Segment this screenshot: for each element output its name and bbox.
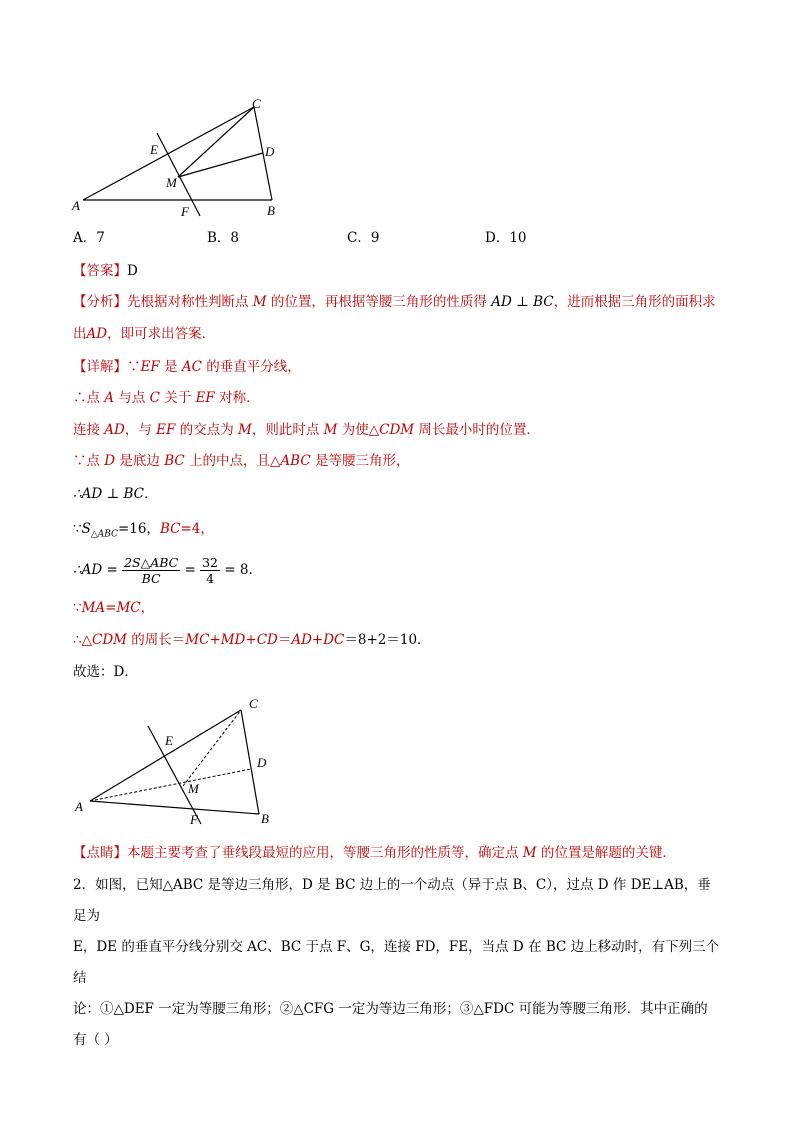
detail-var: EF (156, 422, 176, 438)
detail-text: 连接 (73, 422, 105, 438)
detail-var: AD+DC (291, 632, 345, 648)
detail-line-1 (73, 357, 301, 377)
detail-var: EF (195, 390, 215, 406)
answer-tag: 【答案】 (73, 263, 127, 279)
dashed-ad (90, 769, 251, 801)
detail-var: AC (181, 359, 202, 375)
detail-var: S (81, 521, 91, 537)
detail-text: 是等腰三角形， (310, 453, 410, 469)
detail-text: =4， (180, 521, 214, 537)
question-2-line-2: E，DE 的垂直平分线分别交 AC、BC 于点 F、G，连接 FD，FE，当点 D 在 BC 边上移动时，有下列三个结 (73, 939, 720, 986)
label-b: B (267, 203, 275, 218)
detail-text: 是底边 (115, 453, 165, 469)
detail-var: CDM (91, 632, 127, 648)
label-b: B (261, 811, 269, 826)
detail-line-8 (73, 598, 154, 618)
label-c: C (252, 96, 261, 111)
detail-text: 与点 (114, 390, 150, 406)
fraction-area (122, 555, 180, 586)
detail-var: MA=MC (81, 600, 141, 616)
label-m: M (188, 781, 199, 796)
detail-var: CDM (379, 422, 415, 438)
detail-text: 上的中点，且△ (184, 453, 281, 469)
fraction-numerator: 32 (202, 555, 219, 570)
detail-formula: ∴AD = (73, 562, 118, 578)
detail-tag: 【详解】 (73, 359, 127, 375)
comment-var: M (522, 845, 537, 861)
detail-line-2 (73, 388, 260, 408)
fraction-numerator: 2S△ABC (124, 555, 179, 570)
detail-text: ∵点 (73, 453, 105, 469)
label-e: E (150, 142, 158, 157)
detail-text: ∴点 (73, 390, 105, 406)
question-2-line-1: 2．如图，已知△ABC 是等边三角形，D 是 BC 边上的一个动点（异于点 B、C），过点 D 作 DE⊥AB，垂足为 (73, 877, 711, 924)
segment-ab (90, 801, 259, 814)
label-a: A (72, 198, 80, 213)
analysis-text: 先根据对称性判断点 (127, 294, 253, 310)
detail-var: D (104, 453, 116, 469)
label-d: D (265, 144, 275, 159)
detail-var: A (104, 390, 115, 406)
detail-text: ∴△ (73, 632, 92, 648)
figure-2-svg (68, 690, 288, 830)
label-f: F (181, 204, 189, 219)
analysis-line-2 (73, 324, 215, 344)
label-e: E (165, 733, 173, 748)
fraction-denominator: 4 (206, 571, 215, 586)
question-2 (73, 870, 723, 1056)
detail-text: 为使△ (337, 422, 380, 438)
choice-c: C．9 (347, 230, 380, 246)
segment-ef (157, 133, 200, 216)
analysis-text: 的位置，再根据等腰三角形的性质得 (266, 294, 492, 310)
comment-line (73, 843, 676, 863)
detail-text: = (184, 562, 196, 578)
detail-line-3 (73, 420, 540, 440)
figure-1-triangle (60, 95, 300, 225)
detail-text: ＝8+2＝10． (344, 632, 431, 648)
detail-text: 的垂直平分线， (201, 359, 301, 375)
detail-var: BC (159, 521, 181, 537)
detail-text: ，与 (124, 422, 157, 438)
comment-text: 的位置是解题的关键． (536, 845, 676, 861)
figure-2-triangle (68, 690, 288, 830)
detail-text: =16， (117, 521, 160, 537)
label-f: F (190, 812, 198, 827)
label-d: D (257, 755, 267, 770)
question-2-line-4: 有（ ） (73, 1032, 118, 1048)
detail-var: BC (164, 453, 185, 469)
analysis-var: AD (86, 326, 108, 342)
fraction-value (200, 555, 220, 586)
detail-line-9 (73, 630, 431, 650)
detail-subscript: △ABC (90, 529, 118, 540)
detail-var: ABC (280, 453, 311, 469)
choice-b: B．8 (207, 230, 240, 246)
figure-1-svg (60, 95, 300, 225)
detail-text: ∵ (73, 521, 82, 537)
analysis-text: ，即可求出答案． (107, 326, 216, 342)
choice-a: A．7 (73, 230, 105, 246)
detail-text: 的周长＝ (126, 632, 186, 648)
detail-var: C (149, 390, 160, 406)
detail-text: 是 (159, 359, 182, 375)
detail-text: 的交点为 (175, 422, 238, 438)
choice-d: D．10 (485, 230, 527, 246)
analysis-formula: AD ⊥ BC (491, 294, 554, 310)
analysis-text: 出 (73, 326, 87, 342)
detail-line-5: ∴AD ⊥ BC． (73, 486, 158, 502)
comment-text: 本题主要考查了垂线段最短的应用，等腰三角形的性质等，确定点 (127, 845, 523, 861)
segment-ac (90, 710, 241, 801)
fraction-denominator: BC (141, 571, 161, 586)
detail-text: ，则此时点 (251, 422, 324, 438)
label-c: C (249, 696, 258, 711)
segment-ef (148, 726, 201, 824)
label-m: M (166, 175, 177, 190)
detail-text: ∵ (73, 600, 82, 616)
answer-text: D (127, 263, 138, 279)
question-2-line-3: 论：①△DEF 一定为等腰三角形；②△CFG 一定为等边三角形；③△FDC 可能为等腰三角形．其中正确的 (73, 1001, 708, 1017)
analysis-tag: 【分析】 (73, 294, 127, 310)
detail-text: ＝ (277, 632, 292, 648)
detail-text: ， (140, 600, 155, 616)
analysis-var: M (252, 294, 267, 310)
detail-line-4 (73, 451, 409, 471)
detail-var: M (323, 422, 338, 438)
dashed-mc (183, 710, 241, 786)
detail-var: M (238, 422, 252, 438)
analysis-line-1 (73, 292, 716, 312)
comment-tag: 【点睛】 (73, 845, 127, 861)
detail-var: EF (140, 359, 160, 375)
detail-line-6 (73, 519, 214, 545)
detail-text: ∵ (127, 359, 141, 375)
detail-var: AD (104, 422, 125, 438)
detail-line-7 (73, 553, 262, 587)
detail-text: 关于 (159, 390, 196, 406)
detail-text: 对称． (214, 390, 260, 406)
detail-var: MC+MD+CD (185, 632, 278, 648)
detail-text: 周长最小时的位置． (414, 422, 540, 438)
detail-text: = 8． (224, 562, 263, 578)
label-a: A (75, 799, 83, 814)
answer-choices (73, 228, 527, 248)
detail-line-10: 故选：D． (73, 664, 138, 680)
answer-line (73, 261, 138, 281)
analysis-text: ，进而根据三角形的面积求 (553, 294, 716, 310)
